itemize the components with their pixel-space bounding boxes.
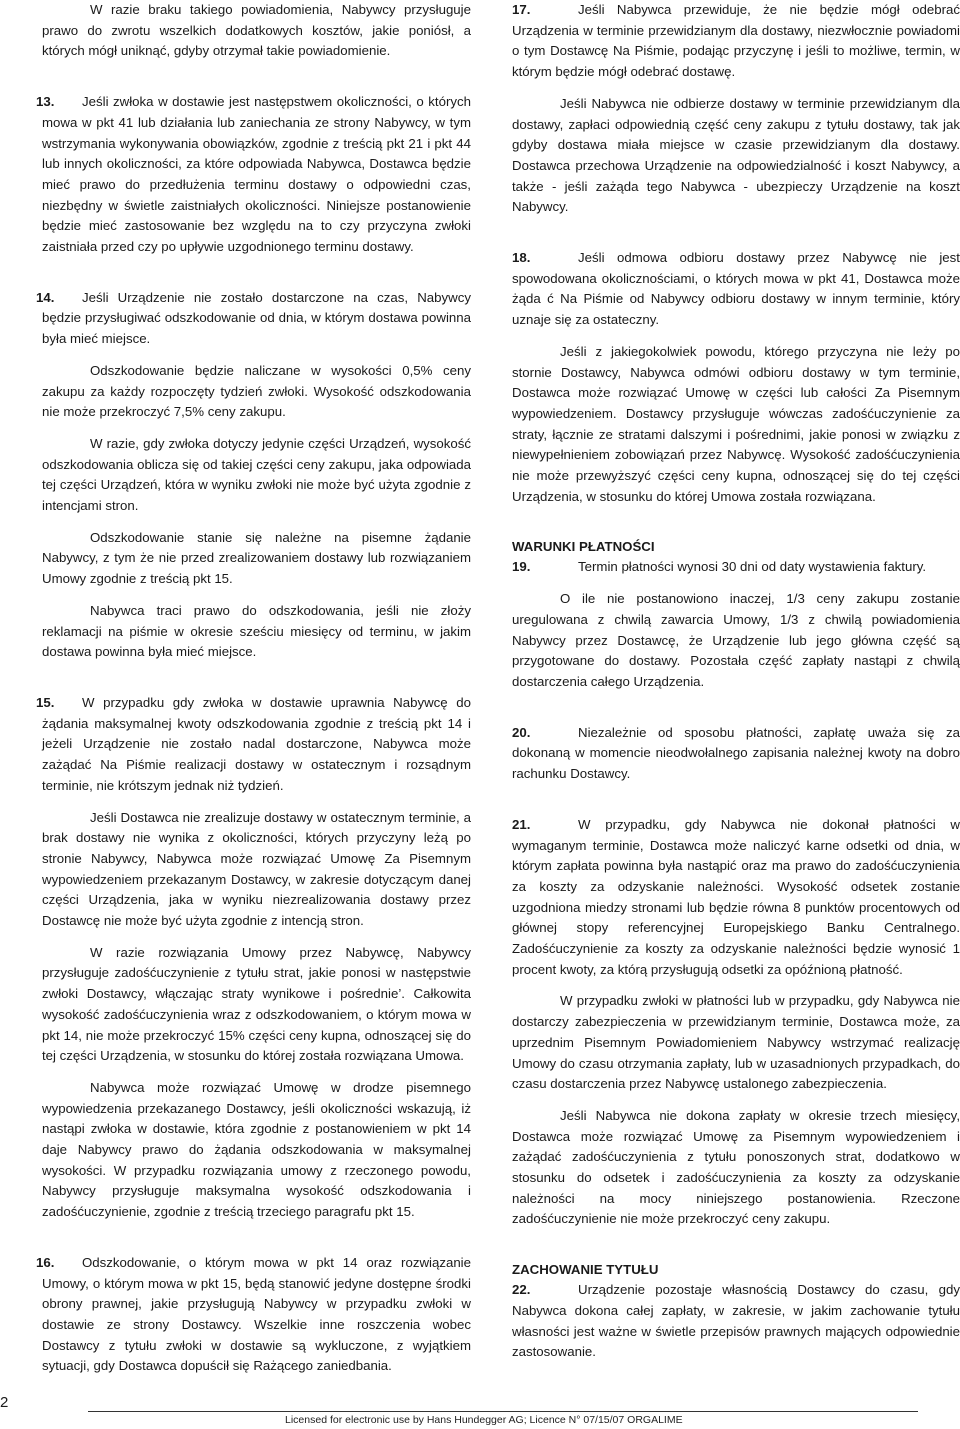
section-18-number: 18. xyxy=(512,250,531,266)
footer-license-text: Licensed for electronic use by Hans Hundegger AG; Licence N° 07/15/07 ORGALIME xyxy=(285,1414,683,1426)
section-18-paragraph-2: Jeśli z jakiegokolwiek powodu, którego przyczyna nie leży po stornie Dostawcy, Nabywca odmówi odbioru dostawy w tym terminie, Dostawca może rozwiązać Umowę w części lub całości Za Pisemnym wypowiedzeniem. Dostawcy przysługuje wówczas zadośćuczynienie za straty, łącznie ze stratami dalszymi i pośrednimi, jakie ponosi w związku z niewypełnieniem zobowiązań przez Nabywcę. Wysokość zadośćuczynienia nie może przewyższyć części ceny kupna, odnoszącej się do tej części Urządzenia, w stosunku do której Umowa została rozwiązana. xyxy=(512,343,960,504)
section-15-paragraph-4: Nabywca może rozwiązać Umowę w drodze pisemnego wypowiedzenia przekazanego Dostawcy, jeśli okoliczności wskazują, iż nastąpi zwłoka w dostawie, która zgodnie z postanowieniem w pkt 14 daje Nabywcy prawo do żądania odszkodowania w maksymalnej wysokości. W przypadku rozwiązania umowy z rzeczonego powodu, Nabywcy przysługuje maksymalna wysokość odszkodowania i zadośćuczynienie, zgodnie z treścią trzeciego paragrafu pkt 15. xyxy=(42,1079,471,1220)
section-16 xyxy=(36,1253,471,1377)
section-16-text: Odszkodowanie, o którym mowa w pkt 14 oraz rozwiązanie Umowy, o którym mowa w pkt 15, będą stanowić jedyne dostępne środki obrony prawnej, jakie przysługują Nabywcy w przypadku zwłoki w dostawie ze strony Dostawcy. Wszelkie inne roszczenia wobec Dostawcy z tytułu zwłoki w dostawie są wykluczone, z wyjątkiem sytuacji, gdy Dostawca dopuścił się Rażącego zaniedbania. xyxy=(42,1254,471,1374)
section-13-text: Jeśli zwłoka w dostawie jest następstwem okoliczności, o których mowa w pkt 41 lub działania lub zaniechania ze strony Nabywcy, w tym wstrzymania wykonywania obowiązków, zgodnie z treścią pkt 21 i pkt 44 lub innych okoliczności, za które odpowiada Nabywca, Dostawca będzie mieć prawo do przedłużenia terminu dostawy o odpowiedni czas, niezbędny w świetle zaistniałych okoliczności. Niniejsze postanowienie będzie mieć zastosowanie bez względu na to czy przyczyna zwłoki zaistniała przed czy po upływie uzgodnionego terminu dostawy. xyxy=(42,94,471,255)
section-13-number: 13. xyxy=(36,94,55,110)
section-13 xyxy=(36,92,471,258)
section-18 xyxy=(512,248,960,331)
section-21-text: W przypadku, gdy Nabywca nie dokonał płatności w wymaganym terminie, Dostawca może naliczyć karne odsetki od dnia, w którym zapłata powinna była nastąpić oraz ma prawo do zadośćuczynienia za koszty za odzyskanie należności. Wysokość odsetek zostanie uzgodniona miedzy stronami lub będzie równa 8 punktów procentowych od głównej stopy referencyjnej Europejskiego Banku Centralnego. Zadośćuczynienie za koszty za odzyskanie należności będzie wynosić 1 procent kwoty, za którą przysługują odsetki za opóźnioną płatność. xyxy=(512,816,960,977)
left-column xyxy=(36,0,471,1377)
section-20-number: 20. xyxy=(512,724,531,740)
section-21-number: 21. xyxy=(512,816,531,832)
section-19 xyxy=(512,557,960,578)
section-15 xyxy=(36,693,471,797)
section-17-paragraph-2: Jeśli Nabywca nie odbierze dostawy w terminie przewidzianym dla dostawy, zapłaci odpowiednią część ceny zakupu z tytułu dostawy, tak jak gdyby dostawa miała miejsce w czasie przewidzianym dla dostawy. Dostawca przechowa Urządzenie na odpowiedzialność i koszt Nabywcy, a także - jeśli zażąda tego Nabywca - ubezpieczy Urządzenie na koszt Nabywcy. xyxy=(512,95,960,215)
section-15-paragraph-3: W razie rozwiązania Umowy przez Nabywcę, Nabywcy przysługuje zadośćuczynienie z tytułu strat, jakie ponosi w następstwie zwłoki Dostawcy, włączając straty wynikowe i pośrednie’. Całkowita wysokość zadośćuczynienia wraz z odszkodowaniem, o którym mowa w pkt 14, nie może przekroczyć 15% części ceny kupna, odnoszącej się do tej części Urządzenia, w stosunku do której została rozwiązana Umowa. xyxy=(42,944,471,1064)
section-17-text: Jeśli Nabywca przewiduje, że nie będzie mógł odebrać Urządzenia w terminie przewidzianym dla dostawy, niezwłocznie powiadomi o tym Dostawcę Na Piśmie, podając przyczynę i jeśli to możliwe, termin, w którym będzie mógł odebrać dostawę. xyxy=(512,2,960,80)
section-20-text: Niezależnie od sposobu płatności, zapłatę uważa się za dokonaną w momencie nieodwołalnego zapisania należnej kwoty na dobro rachunku Dostawcy. xyxy=(512,724,960,782)
section-14 xyxy=(36,288,471,350)
section-19-number: 19. xyxy=(512,559,531,575)
right-column xyxy=(512,0,960,1363)
section-21-paragraph-2: W przypadku zwłoki w płatności lub w przypadku, gdy Nabywca nie dostarczy zabezpieczenia w przewidzianym terminie, Dostawca może, za uprzednim Pisemnym Powiadomieniem Nabywcy wstrzymać realizację Umowy do czasu otrzymania zapłaty, lub w uzasadnionych przypadkach, do czasu dostarczenia przez Nabywcę ustalonego zabezpieczenia. xyxy=(512,993,960,1092)
section-14-paragraph-2: Odszkodowanie będzie naliczane w wysokości 0,5% ceny zakupu za każdy rozpoczęty tydzień zwłoki. Wysokość odszkodowania nie może przekroczyć 7,5% ceny zakupu. xyxy=(42,362,471,420)
section-14-number: 14. xyxy=(36,289,55,305)
heading-retention-of-title: ZACHOWANIE TYTUŁU xyxy=(512,1262,659,1278)
section-14-paragraph-4: Odszkodowanie stanie się należne na pisemne żądanie Nabywcy, z tym że nie przed zrealizowaniem dostawy lub rozwiązaniem Umowy zgodnie z treścią pkt 15. xyxy=(42,529,471,587)
section-19-paragraph-2: O ile nie postanowiono inaczej, 1/3 ceny zakupu zostanie uregulowana z chwilą zawarcia Umowy, 1/3 z chwilą powiadomienia Nabywcy przez Dostawcę, że Urządzenie lub jego główna część są przygotowane do dostawy. Pozostała część zapłaty nastąpi z chwilą dostarczenia całego Urządzenia. xyxy=(512,591,960,689)
section-15-paragraph-2: Jeśli Dostawca nie zrealizuje dostawy w ostatecznym terminie, a brak dostawy nie wynika z okoliczności, których przyczyny leżą po stronie Nabywcy, Nabywca może rozwiązać Umowę Za Pisemnym wypowiedzeniem przekazanym Dostawcy, w zakresie dotyczącym danej części Urządzenia, jaka w wyniku niezrealizowania dostawy przez Dostawcę nie może być użyta zgodnie z intencją stron. xyxy=(42,809,471,929)
section-16-number: 16. xyxy=(36,1254,55,1270)
section-17 xyxy=(512,0,960,83)
section-21-paragraph-3: Jeśli Nabywca nie dokona zapłaty w okresie trzech miesięcy, Dostawca może rozwiązać Umowę za Pisemnym wypowiedzeniem i zażądać zadośćuczynienia z tytułu ponoszonych strat, dodatkowo w stosunku do odsetek i zadośćuczynienia za koszty za odzyskanie należności na mocy niniejszego postanowienia. Rzeczone zadośćuczynienie nie może przekroczyć ceny zakupu. xyxy=(512,1107,960,1227)
section-22-number: 22. xyxy=(512,1282,531,1298)
section-14-paragraph-5: Nabywca traci prawo do odszkodowania, jeśli nie złoży reklamacji na piśmie w okresie sześciu miesięcy od terminu, w jakim dostawa powinna była mieć miejsce. xyxy=(42,602,471,660)
footer-divider xyxy=(88,1411,918,1412)
section-15-text: W przypadku gdy zwłoka w dostawie uprawnia Nabywcę do żądania maksymalnej kwoty odszkodowania zgodnie z treścią pkt 14 i jeżeli Urządzenie nie zostało nadal dostarczone, Nabywca może zażądać Na Piśmie realizacji dostawy w ostatecznym i rozsądnym terminie, nie krótszym jednak niż tydzień. xyxy=(42,694,471,793)
page-number: 2 xyxy=(0,1394,9,1411)
section-17-number: 17. xyxy=(512,2,531,17)
paragraph-intro: W razie braku takiego powiadomienia, Nabywcy przysługuje prawo do zwrotu wszelkich dodatkowych kosztów, jakie poniósł, a których mógł uniknąć, gdyby otrzymał takie powiadomienie. xyxy=(42,2,471,59)
section-20 xyxy=(512,723,960,785)
heading-payment-terms: WARUNKI PŁATNOŚCI xyxy=(512,539,655,555)
section-22 xyxy=(512,1280,960,1363)
section-14-paragraph-3: W razie, gdy zwłoka dotyczy jedynie części Urządzeń, wysokość odszkodowania oblicza się od takiej części ceny zakupu, jaka odpowiada tej części Urządzeń, która w wyniku zwłoki nie może być użyta zgodnie z intencjami stron. xyxy=(42,435,471,514)
section-14-text: Jeśli Urządzenie nie zostało dostarczone na czas, Nabywcy będzie przysługiwać odszkodowanie od dnia, w którym dostawa powinna była mieć miejsce. xyxy=(42,289,471,347)
section-18-text: Jeśli odmowa odbioru dostawy przez Nabywcę nie jest spowodowana okolicznościami, o których mowa w pkt 41, Dostawca może żąda ć Na Piśmie od Nabywcy odbioru dostawy w innym terminie, który uznaje się za ostateczny. xyxy=(512,250,960,328)
section-19-text: Termin płatności wynosi 30 dni od daty wystawienia faktury. xyxy=(578,559,927,575)
section-15-number: 15. xyxy=(36,694,55,710)
section-21 xyxy=(512,815,960,981)
section-22-text: Urządzenie pozostaje własnością Dostawcy do czasu, gdy Nabywca dokona całej zapłaty, w zakresie, w jakim zachowanie tytułu własności jest ważne w świetle przepisów prawnych mających odpowiednie zastosowanie. xyxy=(512,1282,960,1360)
